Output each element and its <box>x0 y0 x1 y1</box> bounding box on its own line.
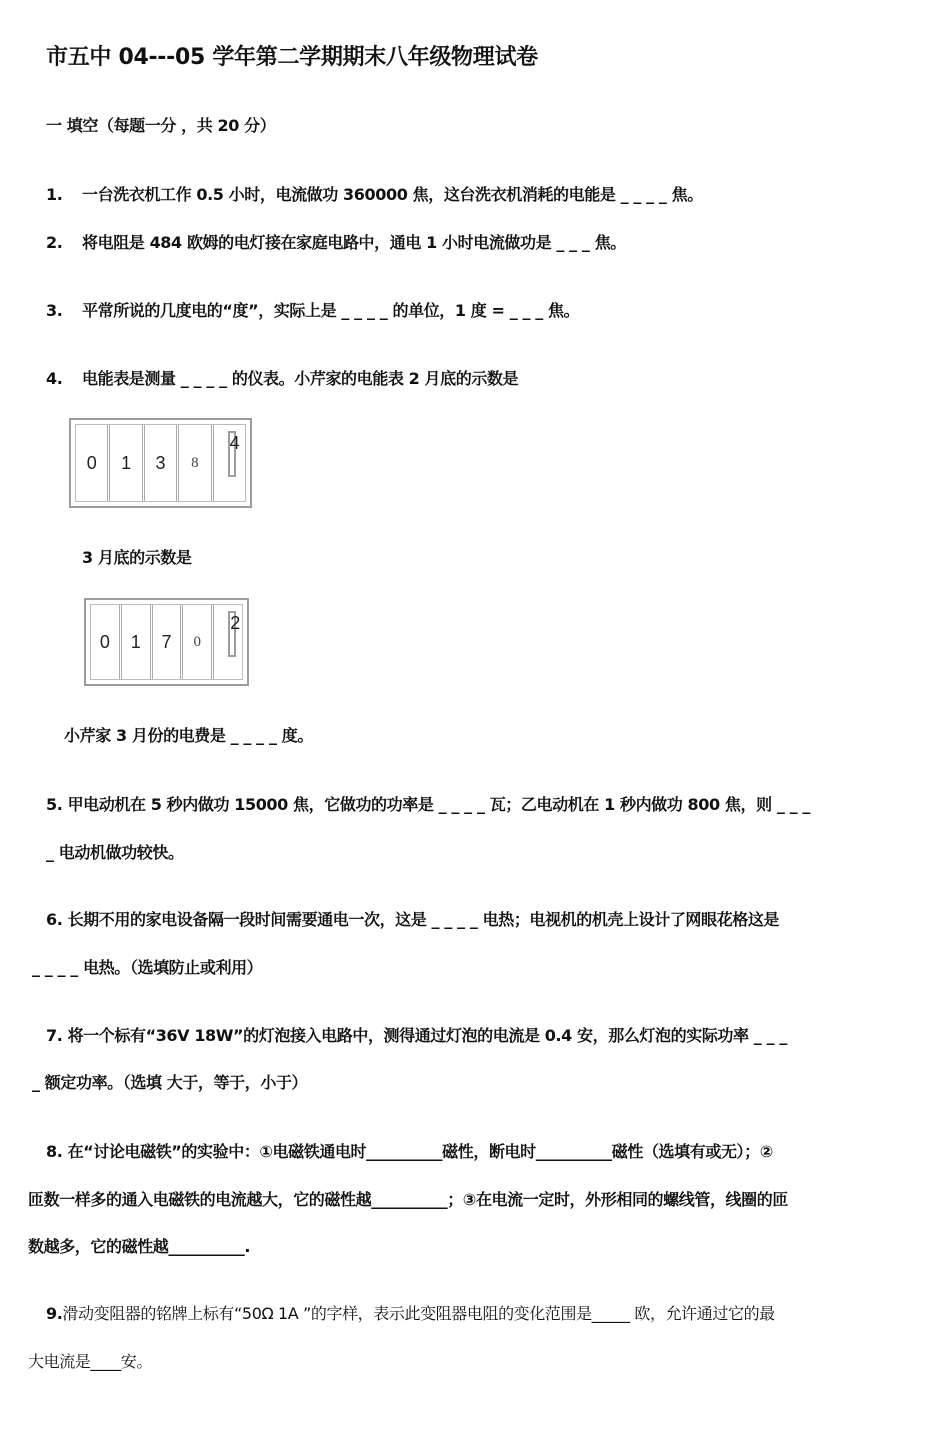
question-number: 1. <box>46 185 63 204</box>
march-label: 3 月底的示数是 <box>82 548 192 567</box>
question-text: 将电阻是 484 欧姆的电灯接在家庭电路中，通电 1 小时电流做功是 _ _ _ 焦。 <box>82 233 626 252</box>
question-9-line-2: 大电流是____安。 <box>28 1352 153 1371</box>
question-4-fee: 小芹家 3 月份的电费是 _ _ _ _ 度。 <box>64 726 313 745</box>
meter-digit: 2 <box>230 613 241 633</box>
question-number: 4. <box>46 369 63 388</box>
question-8-line-3: 数越多，它的磁性越__________. <box>28 1237 251 1256</box>
question-1 <box>46 182 703 205</box>
meter-march <box>84 598 249 686</box>
question-9-line-1 <box>46 1301 775 1324</box>
section-heading: 一 填空（每题一分 ，共 20 分） <box>46 116 276 135</box>
question-6-line-2: _ _ _ _ 电热。（选填防止或利用） <box>32 958 263 977</box>
meter-digit: 8 <box>179 425 213 501</box>
question-8-line-1: 8. 在“讨论电磁铁”的实验中：①电磁铁通电时__________磁性，断电时__________磁性（选填有或无）；② <box>46 1142 773 1161</box>
meter-digit: 0 <box>76 425 110 501</box>
meter-digit: 0 <box>183 605 214 679</box>
question-4 <box>46 366 518 389</box>
meter-february <box>69 418 252 508</box>
page-title: 市五中 04---05 学年第二学期期末八年级物理试卷 <box>46 45 538 70</box>
question-text: 滑动变阻器的铭牌上标有“50Ω 1A ”的字样，表示此变阻器电阻的变化范围是_____ 欧，允许通过它的最 <box>62 1304 775 1323</box>
question-3 <box>46 298 579 321</box>
question-5-line-1: 5. 甲电动机在 5 秒内做功 15000 焦，它做功的功率是 _ _ _ _ 瓦；乙电动机在 1 秒内做功 800 焦，则 _ _ _ <box>46 795 811 814</box>
question-8-line-2: 匝数一样多的通入电磁铁的电流越大，它的磁性越__________；③在电流一定时，外形相同的螺线管，线圈的匝 <box>28 1190 788 1209</box>
meter-digit: 7 <box>153 605 184 679</box>
question-2 <box>46 230 626 253</box>
question-text: 电能表是测量 _ _ _ _ 的仪表。小芹家的电能表 2 月底的示数是 <box>82 369 519 388</box>
question-5-line-2: _ 电动机做功较快。 <box>46 843 184 862</box>
meter-digit: 1 <box>110 425 144 501</box>
meter-digit: 3 <box>145 425 179 501</box>
question-6-line-1: 6. 长期不用的家电设备隔一段时间需要通电一次，这是 _ _ _ _ 电热；电视机的机壳上设计了网眼花格这是 <box>46 910 780 929</box>
question-text: 一台洗衣机工作 0.5 小时，电流做功 360000 焦，这台洗衣机消耗的电能是 _ _ _ _ 焦。 <box>82 185 703 204</box>
meter-decimal-cell <box>214 425 245 501</box>
meter-decimal-cell <box>214 605 242 679</box>
question-number: 2. <box>46 233 63 252</box>
meter-digit: 1 <box>122 605 153 679</box>
question-number: 3. <box>46 301 63 320</box>
question-7-line-2: _ 额定功率。（选填 大于，等于，小于） <box>32 1073 308 1092</box>
meter-digit: 4 <box>229 433 240 453</box>
question-number: 9. <box>46 1304 63 1323</box>
question-text: 平常所说的几度电的“度”，实际上是 _ _ _ _ 的单位，1 度 = _ _ _ 焦。 <box>82 301 580 320</box>
meter-digit: 0 <box>91 605 122 679</box>
question-7-line-1: 7. 将一个标有“36V 18W”的灯泡接入电路中，测得通过灯泡的电流是 0.4 安，那么灯泡的实际功率 _ _ _ <box>46 1026 787 1045</box>
